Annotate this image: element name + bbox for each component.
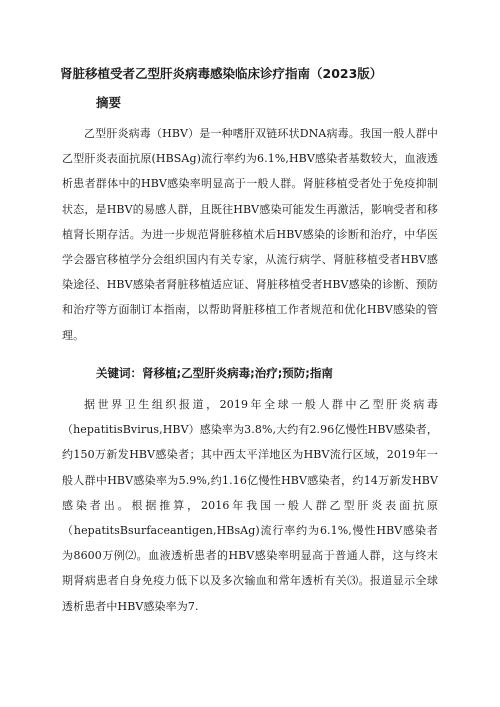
abstract-paragraph: 乙型肝炎病毒（HBV）是一种嗜肝双链环状DNA病毒。我国一般人群中乙型肝炎表面抗原(HBSAg)流行率约为6.1%,HBV感染者基数较大，血液透析患者群体中的HBV感染率明显高于一般人群。肾脏移植受者处于免疫抑制状态，是HBV的易感人群，且既往HBV感染可能发生再激活，影响受者和移植肾长期存活。为进一步规范肾脏移植术后HBV感染的诊断和治疗，中华医学会器官移植学分会组织国内有关专家，从流行病学、肾脏移植受者HBV感染途径、HBV感染者肾脏移植适应证、肾脏移植受者HBV感染的诊断、预防和治疗等方面制订本指南，以帮助肾脏移植工作者规范和优化HBV感染的管理。 <box>62 127 438 342</box>
keywords-line: 关键词：肾移植;乙型肝炎病毒;治疗;预防;指南 <box>96 366 333 380</box>
abstract-heading: 摘要 <box>96 95 122 110</box>
document-title: 肾脏移植受者乙型肝炎病毒感染临床诊疗指南（2023版） <box>60 66 383 81</box>
body-paragraph: 据世界卫生组织报道，2019年全球一般人群中乙型肝炎病毒（hepatitisBvirus,HBV）感染率为3.8%,大约有2.96亿慢性HBV感染者，约150万新发HBV感染者；其中西太平洋地区为HBV流行区域，2019年一般人群中HBV感染率为5.9%,约1.16亿慢性HBV感染者，约14万新发HBV感染者出。根据推算，2016年我国一般人群乙型肝炎表面抗原（hepatitsBsurfaceantigen,HBsAg)流行率约为6.1%,慢性HBV感染者为8600万例⑵。血液透析患者的HBV感染率明显高于普通人群，这与终末期肾病患者自身免疫力低下以及多次输血和常年透析有关⑶。报道显示全球透析患者中HBV感染率为7. <box>62 398 438 613</box>
